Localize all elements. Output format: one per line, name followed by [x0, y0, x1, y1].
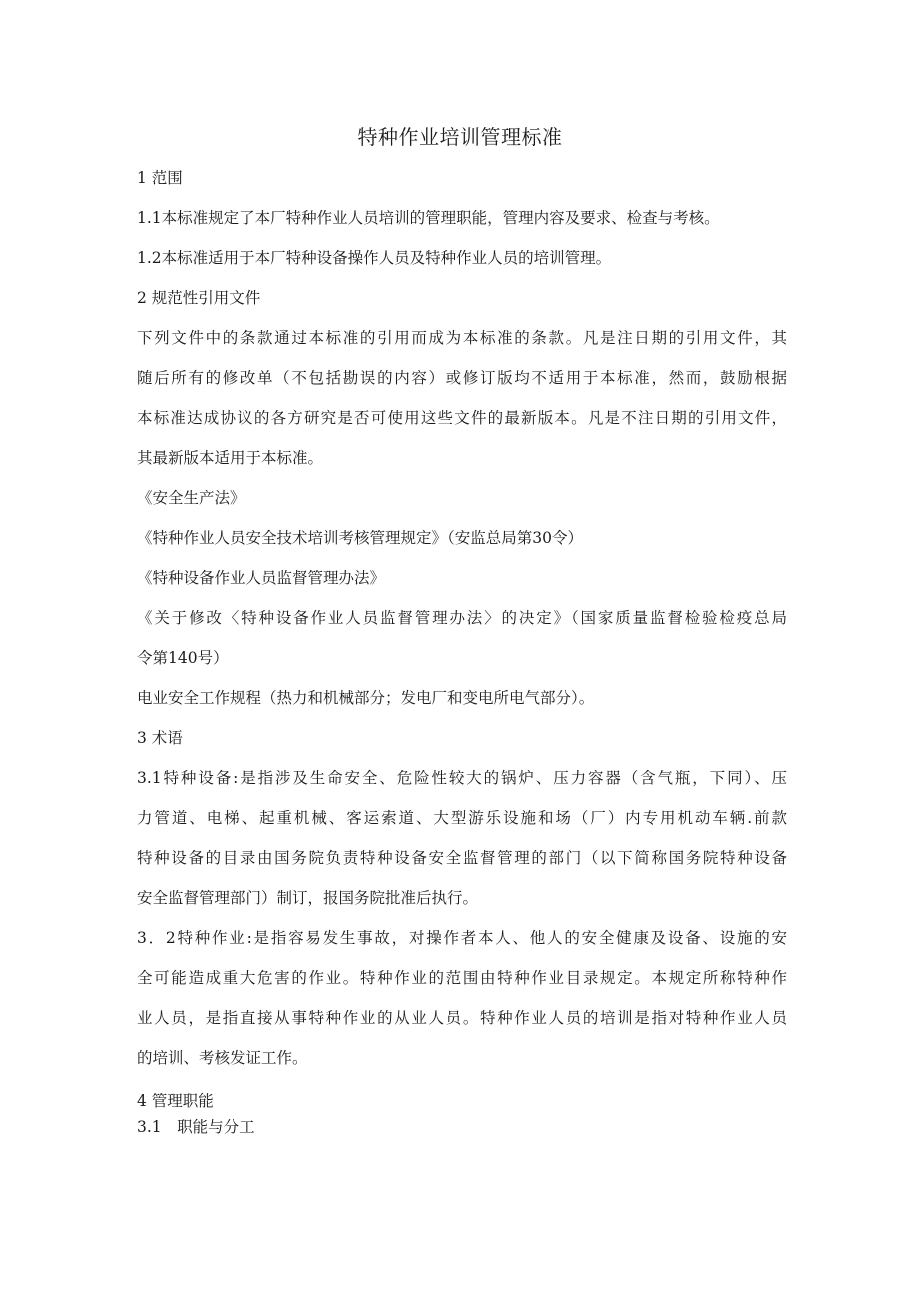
paragraph-line: 3．2特种作业:是指容易发生事故，对操作者本人、他人的安全健康及设备、设施的安 [137, 929, 787, 947]
paragraph-line: 业人员，是指直接从事特种作业的从业人员。特种作业人员的培训是指对特种作业人员 [137, 1009, 787, 1027]
reference-item: 令第140号） [137, 649, 229, 667]
reference-item: 《特种设备作业人员监督管理办法》 [137, 569, 386, 587]
document-title: 特种作业培训管理标准 [357, 125, 563, 149]
heading-normative-references: 2 规范性引用文件 [137, 289, 261, 307]
reference-item: 《安全生产法》 [137, 489, 246, 507]
paragraph-line: 的培训、考核发证工作。 [137, 1049, 308, 1067]
paragraph-line: 本标准达成协议的各方研究是否可使用这些文件的最新版本。凡是不注日期的引用文件， [137, 409, 787, 427]
paragraph-line: 3.1特种设备:是指涉及生命安全、危险性较大的锅炉、压力容器（含气瓶，下同）、压 [137, 769, 787, 787]
reference-item: 《关于修改〈特种设备作业人员监督管理办法〉的决定》（国家质量监督检验检疫总局 [137, 609, 787, 627]
paragraph-line: 全可能造成重大危害的作业。特种作业的范围由特种作业目录规定。本规定所称特种作 [137, 969, 787, 987]
paragraph-line: 特种设备的目录由国务院负责特种设备安全监督管理的部门（以下简称国务院特种设备 [137, 849, 787, 867]
clause-1-2: 1.2本标准适用于本厂特种设备操作人员及特种作业人员的培训管理。 [137, 249, 612, 267]
paragraph-line: 安全监督管理部门）制订，报国务院批准后执行。 [137, 889, 479, 907]
reference-item: 《特种作业人员安全技术培训考核管理规定》（安监总局第30令） [137, 529, 583, 547]
clause-1-1: 1.1本标准规定了本厂特种作业人员培训的管理职能，管理内容及要求、检查与考核。 [137, 209, 720, 227]
heading-terms: 3 术语 [137, 729, 183, 747]
paragraph-line: 其最新版本适用于本标准。 [137, 449, 324, 467]
reference-item: 电业安全工作规程（热力和机械部分；发电厂和变电所电气部分）。 [137, 689, 595, 707]
heading-management-functions: 4 管理职能 [137, 1092, 214, 1110]
paragraph-line: 下列文件中的条款通过本标准的引用而成为本标准的条款。凡是注日期的引用文件，其 [137, 329, 787, 347]
subheading-functions-division: 3.1 职能与分工 [137, 1118, 255, 1136]
heading-scope: 1 范围 [137, 169, 183, 187]
paragraph-line: 随后所有的修改单（不包括勘误的内容）或修订版均不适用于本标准，然而，鼓励根据 [137, 369, 787, 387]
paragraph-line: 力管道、电梯、起重机械、客运索道、大型游乐设施和场（厂）内专用机动车辆.前款 [137, 809, 787, 827]
